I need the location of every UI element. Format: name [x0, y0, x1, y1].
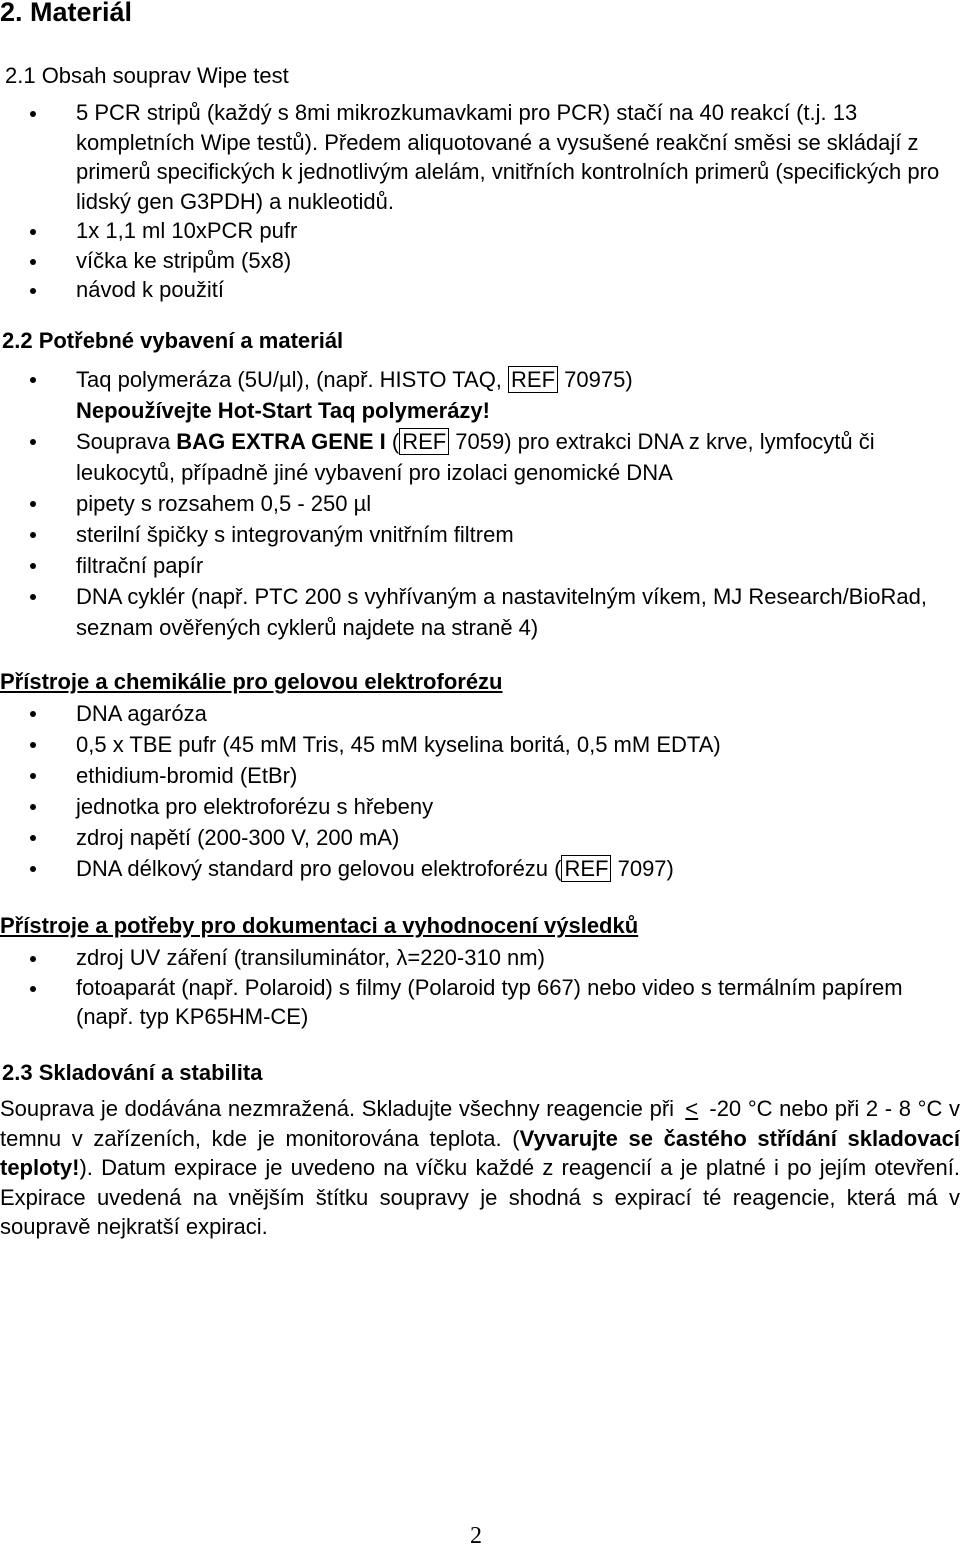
bullet-icon [30, 532, 36, 538]
list-item: 1x 1,1 ml 10xPCR pufr [0, 216, 960, 246]
list-item: ethidium-bromid (EtBr) [0, 760, 960, 791]
ref-symbol: REF [561, 855, 611, 882]
list-item: návod k použití [0, 275, 960, 305]
bullet-icon [30, 501, 36, 507]
gel-equipment-list [0, 698, 960, 884]
ref-symbol: REF [399, 428, 449, 455]
list-item: DNA délkový standard pro gelovou elektroforézu ( REF 7097) [0, 853, 960, 884]
list-item: filtrační papír [0, 550, 960, 581]
bullet-icon [30, 866, 36, 872]
bullet-icon [30, 804, 36, 810]
list-item: zdroj napětí (200-300 V, 200 mA) [0, 822, 960, 853]
bullet-icon [30, 377, 36, 383]
bullet-icon [30, 229, 36, 235]
bullet-icon [30, 956, 36, 962]
chapter-heading: 2. Materiál [0, 0, 133, 27]
bullet-icon [30, 111, 36, 117]
documentation-list [0, 943, 960, 1032]
section-2-3-title: 2.3 Skladování a stabilita [2, 1060, 263, 1085]
bullet-icon [30, 711, 36, 717]
bullet-icon [30, 288, 36, 294]
bullet-icon [30, 259, 36, 265]
gel-section-title: Přístroje a chemikálie pro gelovou elektroforézu [0, 669, 503, 694]
list-item: fotoaparát (např. Polaroid) s filmy (Polaroid typ 667) nebo video s termálním papírem (např. typ KP65HM-CE) [0, 973, 960, 1032]
list-item: Taq polymeráza (5U/µl), (např. HISTO TAQ, REF 70975) Nepoužívejte Hot-Start Taq polymerázy! [0, 364, 960, 426]
documentation-section-title: Přístroje a potřeby pro dokumentaci a vyhodnocení výsledků [0, 913, 639, 938]
page-number: 2 [470, 1523, 482, 1549]
list-item: 0,5 x TBE pufr (45 mM Tris, 45 mM kyselina boritá, 0,5 mM EDTA) [0, 729, 960, 760]
storage-paragraph: Souprava je dodávána nezmražená. Skladujte všechny reagencie při < -20 °C nebo při 2 - 8 °C v temnu v zařízeních, kde je monitorována teplota. (Vyvarujte se častého střídání skladovací teploty!). Datum expirace je uvedeno na víčku každé z reagencií a je platné i po jejím otevření. Expirace uvedená na vnějším štítku soupravy je shodná s expirací té reagencie, která má v soupravě nejkratší expiraci. [0, 1096, 960, 1239]
list-item: DNA agaróza [0, 698, 960, 729]
kit-contents-list [0, 98, 960, 305]
taq-warning: Nepoužívejte Hot-Start Taq polymerázy! [76, 398, 490, 423]
bullet-icon [30, 835, 36, 841]
list-item: Souprava BAG EXTRA GENE I ( REF 7059) pro extrakci DNA z krve, lymfocytů či leukocytů, případně jiné vybavení pro izolaci genomické DNA [0, 426, 960, 488]
list-item: zdroj UV záření (transiluminátor, λ=220-310 nm) [0, 943, 960, 973]
list-item: jednotka pro elektroforézu s hřebeny [0, 791, 960, 822]
section-2-1-title: 2.1 Obsah souprav Wipe test [5, 63, 289, 88]
list-item: pipety s rozsahem 0,5 - 250 µl [0, 488, 960, 519]
list-item: sterilní špičky s integrovaným vnitřním filtrem [0, 519, 960, 550]
ref-symbol: REF [508, 366, 558, 393]
bullet-icon [30, 594, 36, 600]
bullet-icon [30, 742, 36, 748]
section-2-2-title: 2.2 Potřebné vybavení a materiál [2, 328, 344, 353]
required-equipment-list [0, 364, 960, 643]
less-or-equal-symbol: < [685, 1096, 699, 1121]
bullet-icon [30, 986, 36, 992]
bullet-icon [30, 563, 36, 569]
bullet-icon [30, 773, 36, 779]
list-item: 5 PCR stripů (každý s 8mi mikrozkumavkami pro PCR) stačí na 40 reakcí (t.j. 13 kompletních Wipe testů). Předem aliquotované a vysušené reakční směsi se skládají z primerů specifických k jednotlivým alelám, vnitřních kontrolních primerů (specifických pro lidský gen G3PDH) a nukleotidů. [0, 98, 960, 216]
bullet-icon [30, 439, 36, 445]
list-item: víčka ke stripům (5x8) [0, 246, 960, 276]
list-item: DNA cyklér (např. PTC 200 s vyhřívaným a nastavitelným víkem, MJ Research/BioRad, seznam ověřených cyklerů najdete na straně 4) [0, 581, 960, 643]
